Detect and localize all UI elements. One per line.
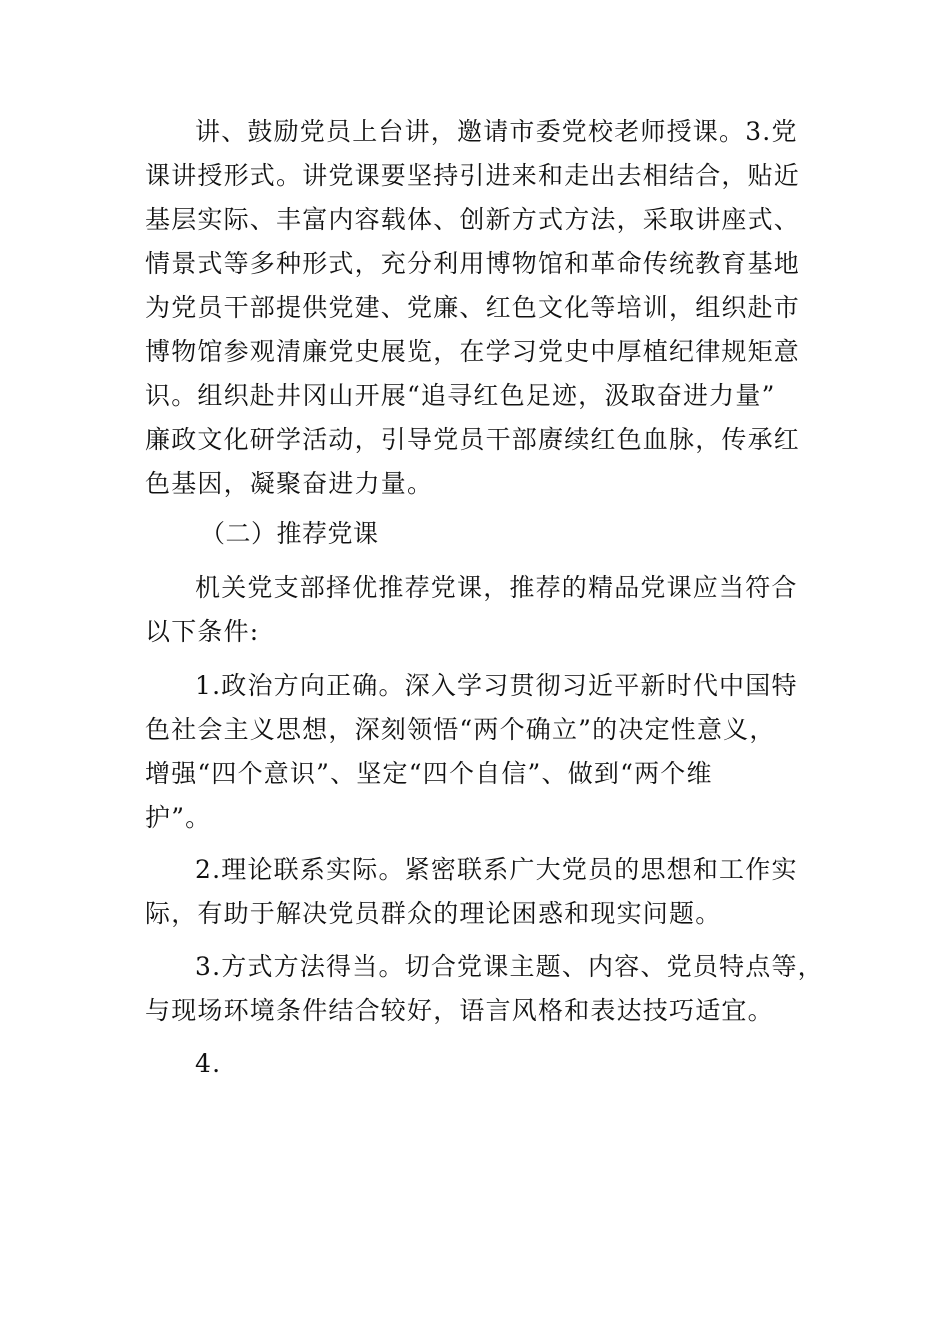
text-line: 博物馆参观清廉党史展览，在学习党史中厚植纪律规矩意: [145, 337, 801, 366]
list-item-line: 色社会主义思想，深刻领悟“两个确立”的决定性意义，: [145, 715, 776, 744]
list-item-line: 增强“四个意识”、坚定“四个自信”、做到“两个维: [145, 759, 713, 788]
text-line: 为党员干部提供党建、党廉、红色文化等培训，组织赴市: [145, 293, 801, 322]
text-line: 讲、鼓励党员上台讲，邀请市委党校老师授课。3.党: [195, 117, 798, 146]
list-item-line: 际，有助于解决党员群众的理论困惑和现实问题。: [145, 899, 722, 928]
list-item-line: 与现场环境条件结合较好，语言风格和表达技巧适宜。: [145, 996, 774, 1025]
section-heading: （二）推荐党课: [200, 519, 379, 548]
list-item-line: 2.理论联系实际。紧密联系广大党员的思想和工作实: [195, 855, 798, 884]
text-line: 识。组织赴井冈山开展“追寻红色足迹，汲取奋进力量”: [145, 381, 776, 410]
text-line: 基层实际、丰富内容载体、创新方式方法，采取讲座式、: [145, 205, 801, 234]
list-item-line: 护”。: [145, 803, 212, 832]
text-line: 机关党支部择优推荐党课，推荐的精品党课应当符合: [195, 573, 798, 602]
text-line: 以下条件:: [145, 617, 260, 646]
text-line: 色基因，凝聚奋进力量。: [145, 469, 434, 498]
list-item-line: 3.方式方法得当。切合党课主题、内容、党员特点等，: [195, 952, 824, 981]
list-item-line: 4.: [195, 1049, 222, 1078]
text-line: 课讲授形式。讲党课要坚持引进来和走出去相结合，贴近: [145, 161, 801, 190]
list-item-line: 1.政治方向正确。深入学习贯彻习近平新时代中国特: [195, 671, 798, 700]
text-line: 廉政文化研学活动，引导党员干部赓续红色血脉，传承红: [145, 425, 801, 454]
text-line: 情景式等多种形式，充分利用博物馆和革命传统教育基地: [145, 249, 801, 278]
